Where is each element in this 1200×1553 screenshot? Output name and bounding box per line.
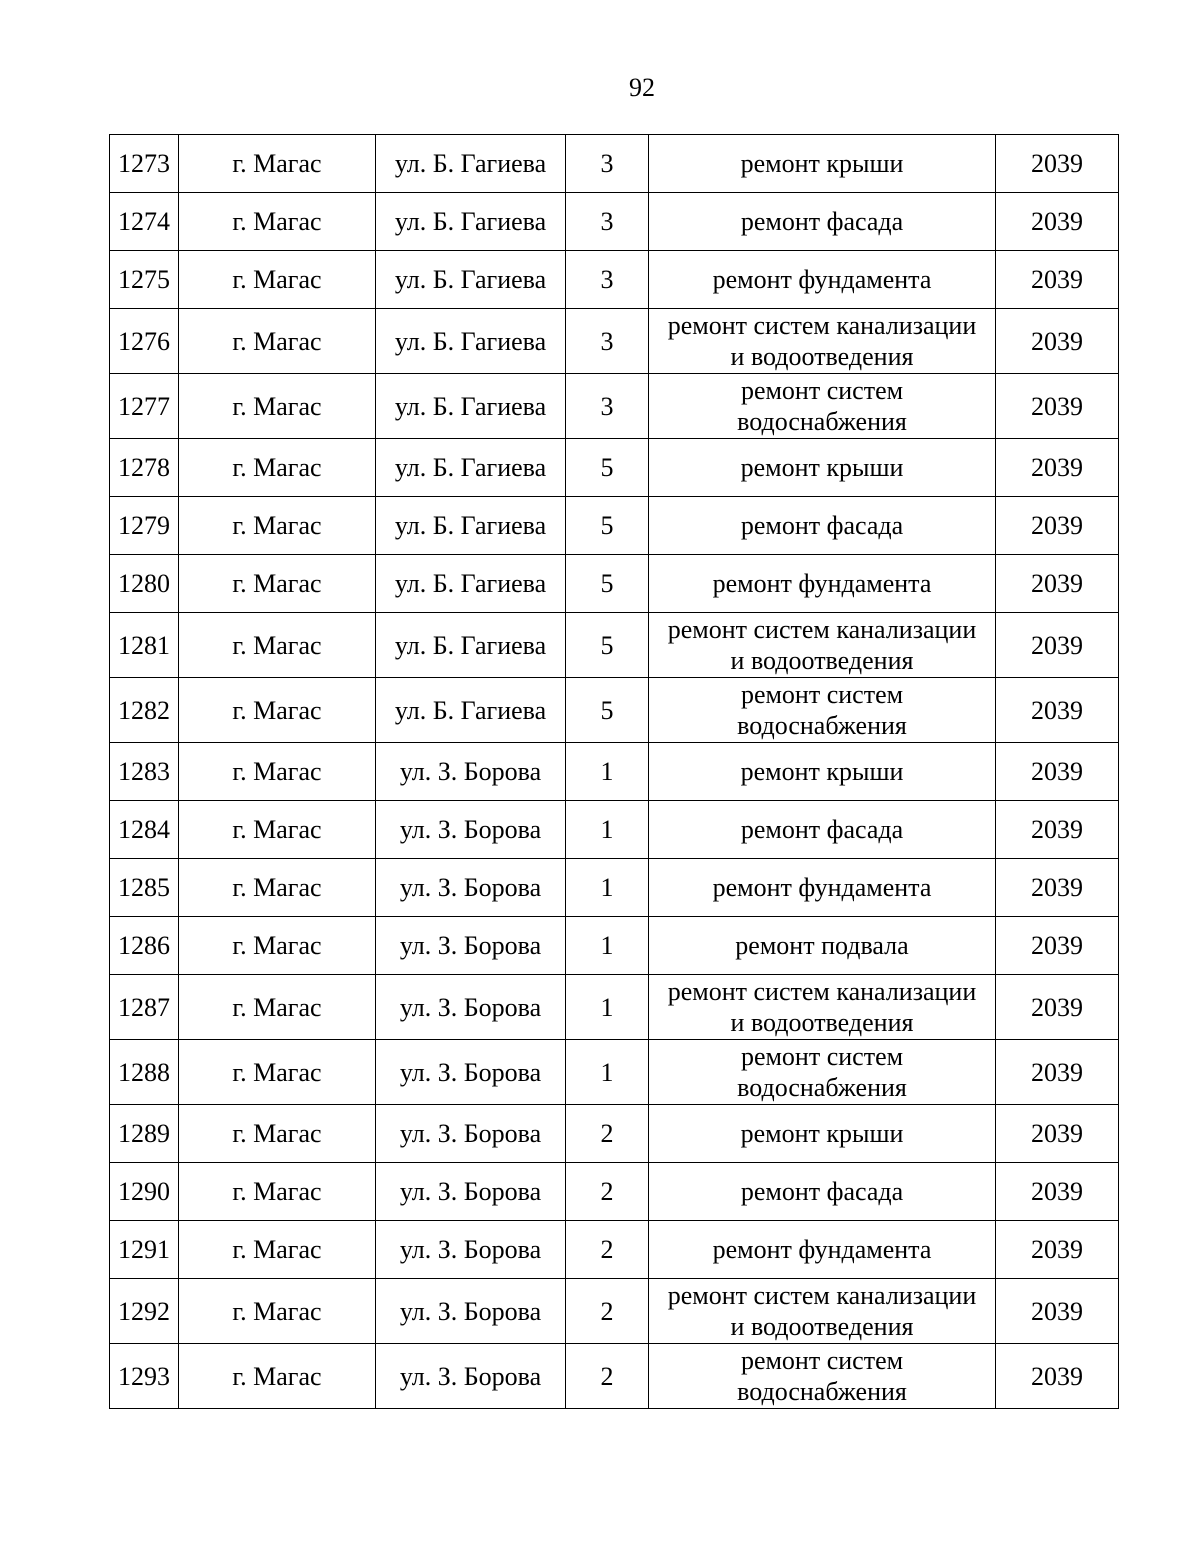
cell-city: г. Магас (179, 1344, 376, 1409)
cell-number: 1293 (110, 1344, 179, 1409)
cell-house: 2 (566, 1344, 649, 1409)
cell-house: 2 (566, 1163, 649, 1221)
cell-house: 2 (566, 1105, 649, 1163)
work-type-line: ремонт крыши (740, 1119, 904, 1148)
cell-year: 2039 (996, 975, 1119, 1040)
work-type-line: ремонт фасада (740, 1177, 904, 1206)
cell-work-type (649, 374, 996, 439)
cell-house: 3 (566, 193, 649, 251)
cell-number: 1277 (110, 374, 179, 439)
cell-year: 2039 (996, 1040, 1119, 1105)
table-row (110, 1105, 1119, 1163)
cell-street: ул. З. Борова (376, 1105, 566, 1163)
cell-city: г. Магас (179, 374, 376, 439)
cell-year: 2039 (996, 439, 1119, 497)
cell-street: ул. З. Борова (376, 743, 566, 801)
cell-house: 1 (566, 1040, 649, 1105)
table-row (110, 439, 1119, 497)
cell-house: 1 (566, 743, 649, 801)
table-row (110, 1221, 1119, 1279)
cell-house: 2 (566, 1279, 649, 1344)
cell-year: 2039 (996, 1344, 1119, 1409)
work-type-line: ремонт фасада (740, 815, 904, 844)
work-type-line: водоснабжения (737, 1073, 907, 1102)
work-type-line: ремонт фасада (740, 511, 904, 540)
cell-number: 1276 (110, 309, 179, 374)
table-row (110, 1344, 1119, 1409)
table-row (110, 801, 1119, 859)
cell-house: 3 (566, 135, 649, 193)
cell-work-type (649, 309, 996, 374)
cell-street: ул. Б. Гагиева (376, 251, 566, 309)
cell-work-type (649, 613, 996, 678)
cell-number: 1281 (110, 613, 179, 678)
cell-street: ул. Б. Гагиева (376, 613, 566, 678)
cell-street: ул. З. Борова (376, 801, 566, 859)
cell-city: г. Магас (179, 135, 376, 193)
cell-number: 1291 (110, 1221, 179, 1279)
work-type-line: и водоотведения (730, 342, 914, 371)
work-type-line: ремонт фасада (740, 207, 904, 236)
cell-year: 2039 (996, 801, 1119, 859)
work-type-line: ремонт фундамента (712, 1235, 932, 1264)
work-type-line: и водоотведения (730, 1312, 914, 1341)
cell-street: ул. З. Борова (376, 1279, 566, 1344)
cell-year: 2039 (996, 678, 1119, 743)
cell-number: 1289 (110, 1105, 179, 1163)
work-type-line: ремонт систем канализации (667, 1281, 977, 1310)
work-type-line: ремонт систем канализации (667, 311, 977, 340)
cell-city: г. Магас (179, 801, 376, 859)
table-row (110, 1040, 1119, 1105)
cell-street: ул. З. Борова (376, 1344, 566, 1409)
cell-number: 1285 (110, 859, 179, 917)
cell-number: 1273 (110, 135, 179, 193)
cell-year: 2039 (996, 1221, 1119, 1279)
cell-city: г. Магас (179, 975, 376, 1040)
cell-work-type (649, 1221, 996, 1279)
work-type-line: ремонт систем (740, 1346, 904, 1375)
table-row (110, 193, 1119, 251)
cell-city: г. Магас (179, 251, 376, 309)
cell-work-type (649, 975, 996, 1040)
cell-work-type (649, 1163, 996, 1221)
work-type-line: водоснабжения (737, 711, 907, 740)
cell-street: ул. З. Борова (376, 1040, 566, 1105)
table-row (110, 309, 1119, 374)
work-type-line: ремонт крыши (740, 757, 904, 786)
cell-street: ул. З. Борова (376, 1163, 566, 1221)
table-row (110, 374, 1119, 439)
cell-year: 2039 (996, 1163, 1119, 1221)
cell-year: 2039 (996, 374, 1119, 439)
cell-year: 2039 (996, 1105, 1119, 1163)
cell-work-type (649, 1344, 996, 1409)
cell-number: 1279 (110, 497, 179, 555)
table-row (110, 975, 1119, 1040)
cell-house: 5 (566, 439, 649, 497)
cell-house: 1 (566, 801, 649, 859)
cell-work-type (649, 497, 996, 555)
repair-schedule-table (109, 134, 1119, 1409)
cell-year: 2039 (996, 859, 1119, 917)
cell-street: ул. Б. Гагиева (376, 309, 566, 374)
work-type-line: ремонт фундамента (712, 569, 932, 598)
cell-city: г. Магас (179, 1040, 376, 1105)
work-type-line: ремонт фундамента (712, 265, 932, 294)
cell-city: г. Магас (179, 1105, 376, 1163)
cell-work-type (649, 678, 996, 743)
cell-work-type (649, 801, 996, 859)
cell-year: 2039 (996, 497, 1119, 555)
cell-house: 5 (566, 555, 649, 613)
table-row (110, 613, 1119, 678)
cell-number: 1284 (110, 801, 179, 859)
cell-street: ул. Б. Гагиева (376, 135, 566, 193)
cell-house: 1 (566, 975, 649, 1040)
table-row (110, 555, 1119, 613)
cell-year: 2039 (996, 743, 1119, 801)
cell-work-type (649, 743, 996, 801)
cell-street: ул. З. Борова (376, 1221, 566, 1279)
cell-year: 2039 (996, 917, 1119, 975)
work-type-line: водоснабжения (737, 1377, 907, 1406)
cell-number: 1287 (110, 975, 179, 1040)
cell-street: ул. Б. Гагиева (376, 439, 566, 497)
table-row (110, 251, 1119, 309)
table-row (110, 497, 1119, 555)
cell-year: 2039 (996, 555, 1119, 613)
cell-street: ул. Б. Гагиева (376, 374, 566, 439)
cell-city: г. Магас (179, 193, 376, 251)
cell-house: 5 (566, 678, 649, 743)
cell-city: г. Магас (179, 917, 376, 975)
cell-year: 2039 (996, 251, 1119, 309)
table-row (110, 678, 1119, 743)
cell-house: 5 (566, 613, 649, 678)
cell-city: г. Магас (179, 555, 376, 613)
work-type-line: водоснабжения (737, 407, 907, 436)
cell-street: ул. Б. Гагиева (376, 193, 566, 251)
table-body (110, 135, 1119, 1409)
cell-city: г. Магас (179, 1163, 376, 1221)
cell-street: ул. З. Борова (376, 917, 566, 975)
cell-house: 3 (566, 251, 649, 309)
page-number: 92 (629, 73, 655, 102)
cell-year: 2039 (996, 193, 1119, 251)
cell-number: 1278 (110, 439, 179, 497)
cell-city: г. Магас (179, 743, 376, 801)
cell-house: 3 (566, 374, 649, 439)
cell-street: ул. З. Борова (376, 975, 566, 1040)
cell-house: 5 (566, 497, 649, 555)
cell-city: г. Магас (179, 497, 376, 555)
cell-number: 1283 (110, 743, 179, 801)
table-row (110, 1163, 1119, 1221)
cell-year: 2039 (996, 309, 1119, 374)
cell-city: г. Магас (179, 613, 376, 678)
cell-city: г. Магас (179, 309, 376, 374)
cell-work-type (649, 917, 996, 975)
cell-city: г. Магас (179, 1221, 376, 1279)
work-type-line: и водоотведения (730, 1008, 914, 1037)
cell-street: ул. З. Борова (376, 859, 566, 917)
work-type-line: ремонт крыши (740, 149, 904, 178)
cell-work-type (649, 135, 996, 193)
cell-work-type (649, 859, 996, 917)
work-type-line: ремонт систем (740, 1042, 904, 1071)
work-type-line: ремонт фундамента (712, 873, 932, 902)
cell-house: 1 (566, 917, 649, 975)
cell-work-type (649, 1040, 996, 1105)
cell-number: 1288 (110, 1040, 179, 1105)
cell-number: 1292 (110, 1279, 179, 1344)
cell-work-type (649, 1105, 996, 1163)
cell-work-type (649, 193, 996, 251)
work-type-line: ремонт систем канализации (667, 977, 977, 1006)
cell-city: г. Магас (179, 439, 376, 497)
cell-year: 2039 (996, 135, 1119, 193)
table-row (110, 859, 1119, 917)
cell-house: 2 (566, 1221, 649, 1279)
cell-year: 2039 (996, 1279, 1119, 1344)
cell-house: 1 (566, 859, 649, 917)
cell-number: 1275 (110, 251, 179, 309)
table-row (110, 917, 1119, 975)
cell-number: 1286 (110, 917, 179, 975)
table-row (110, 135, 1119, 193)
work-type-line: ремонт подвала (735, 931, 909, 960)
cell-city: г. Магас (179, 859, 376, 917)
table-row (110, 743, 1119, 801)
cell-year: 2039 (996, 613, 1119, 678)
table-row (110, 1279, 1119, 1344)
work-type-line: ремонт систем канализации (667, 615, 977, 644)
work-type-line: ремонт крыши (740, 453, 904, 482)
cell-number: 1274 (110, 193, 179, 251)
cell-work-type (649, 555, 996, 613)
cell-work-type (649, 1279, 996, 1344)
cell-street: ул. Б. Гагиева (376, 678, 566, 743)
cell-number: 1280 (110, 555, 179, 613)
cell-city: г. Магас (179, 678, 376, 743)
cell-work-type (649, 439, 996, 497)
cell-city: г. Магас (179, 1279, 376, 1344)
cell-street: ул. Б. Гагиева (376, 497, 566, 555)
work-type-line: ремонт систем (740, 680, 904, 709)
cell-street: ул. Б. Гагиева (376, 555, 566, 613)
cell-house: 3 (566, 309, 649, 374)
cell-number: 1290 (110, 1163, 179, 1221)
cell-work-type (649, 251, 996, 309)
work-type-line: ремонт систем (740, 376, 904, 405)
cell-number: 1282 (110, 678, 179, 743)
work-type-line: и водоотведения (730, 646, 914, 675)
